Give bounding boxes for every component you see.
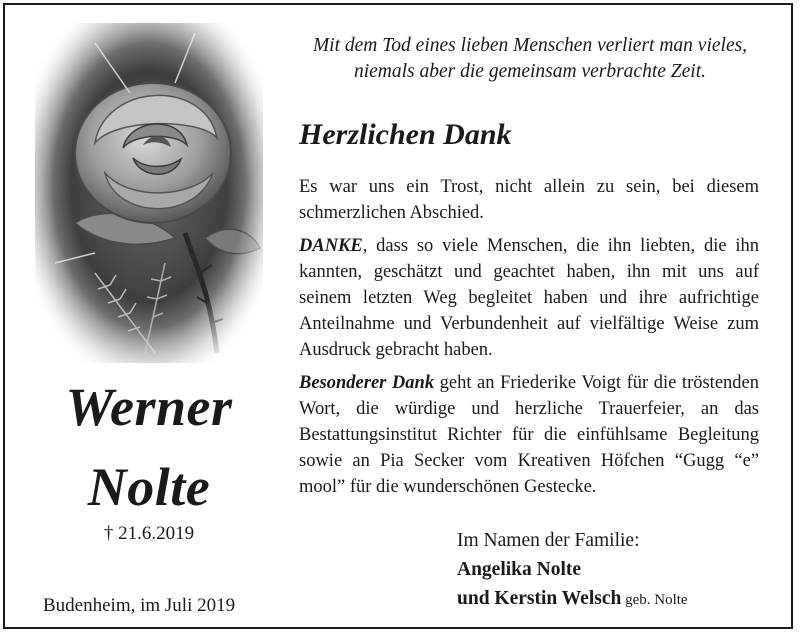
deceased-last-name: Nolte [87,457,211,517]
thanks-text [299,174,759,507]
paragraph-2 [299,233,759,363]
motto-line-1: Mit dem Tod eines lieben Menschen verliert man vieles, [312,35,748,56]
signature-name-2-note: geb. Nolte [621,592,688,608]
signature-intro: Im Namen der Familie: [457,530,640,551]
paragraph-3-lead: Besonderer Dank [299,373,435,393]
deceased-first-name: Werner [65,377,233,437]
signature [457,526,688,615]
signature-name-2-line [457,584,688,615]
signature-name-1: Angelika Nolte [457,559,582,580]
signature-name-2: und Kerstin Welsch [457,588,622,609]
heading: Herzlichen Dank [299,118,512,151]
paragraph-3 [299,370,759,500]
obituary-card [3,3,793,629]
motto-line-2: niemals aber die gemeinsam verbrachte Zeit. [353,61,706,82]
death-date: † 21.6.2019 [103,523,195,544]
rose-photo [35,23,263,363]
paragraph-2-lead: DANKE [299,236,363,256]
place-date: Budenheim, im Juli 2019 [43,595,236,616]
paragraph-3-text: geht an Friederike Voigt für die tröstenden Wort, die würdige und herzliche Trauerfeier, an das Bestattungsinstitut Richter für die einfühlsame Begleitung sowie an Pia Secker vom Kreativen Höfchen “Gugg “e” mool” für die wunderschönen Gestecke. [299,373,759,497]
motto [295,33,765,85]
paragraph-1: Es war uns ein Trost, nicht allein zu sein, bei diesem schmerzlichen Abschied. [299,177,759,223]
paragraph-2-text: , dass so viele Menschen, die ihn liebten, die ihn kannten, geschätzt und geachtet haben, ihn mit uns auf seinem letzten Weg begleitet haben und ihre aufrichtige Anteilnahme und Verbundenheit auf vielfältige Weise zum Ausdruck gebracht haben. [299,236,759,360]
